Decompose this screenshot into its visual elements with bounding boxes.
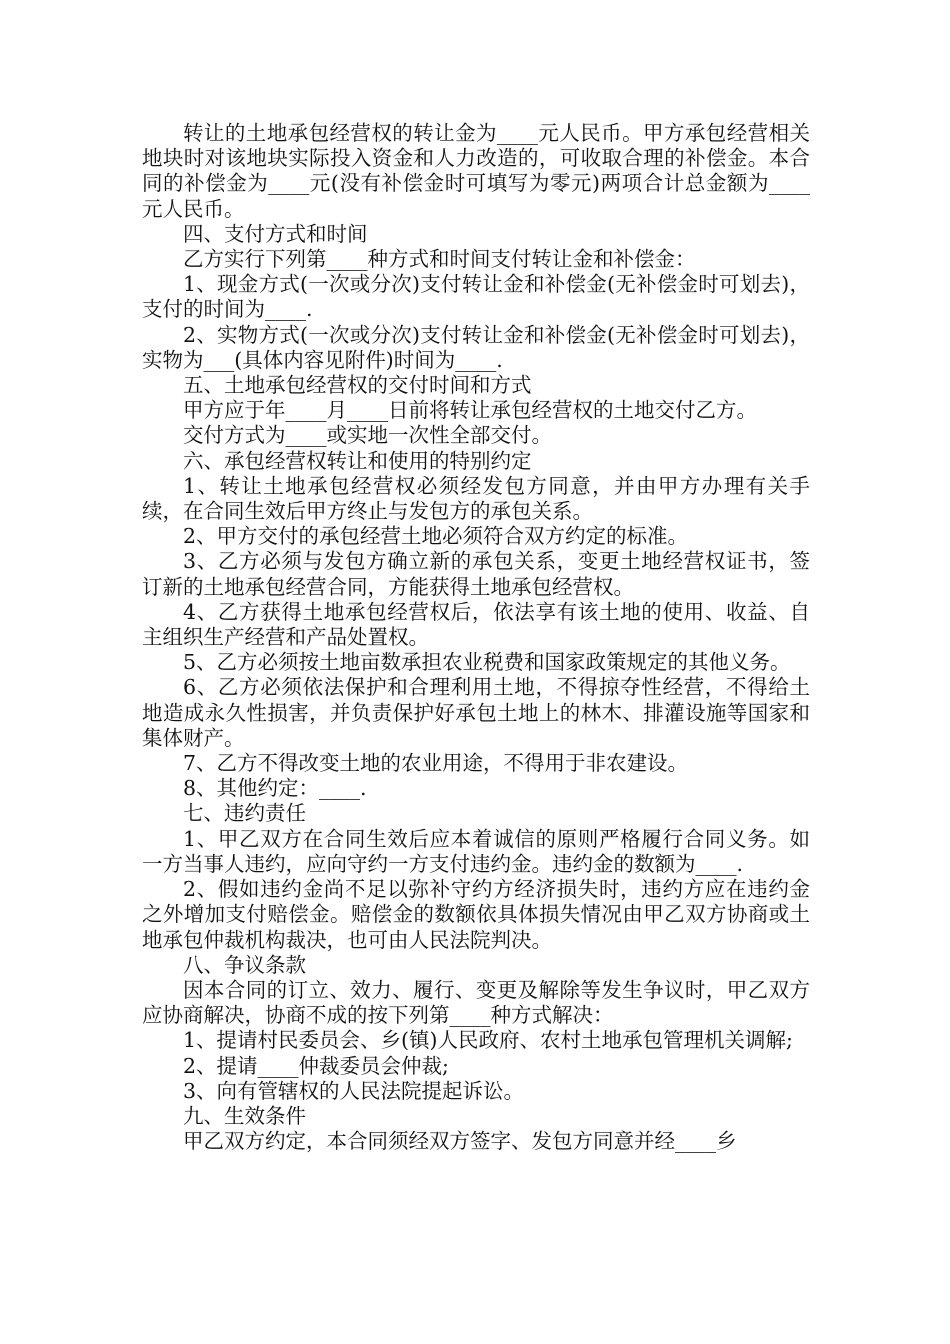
- list-item: 2、假如违约金尚不足以弥补守约方经济损失时，违约方应在违约金之外增加支付赔偿金。赔偿金的数额依具体损失情况由甲乙双方协商或土地承包仲裁机构裁决，也可由人民法院判决。: [142, 877, 810, 952]
- list-item: 4、乙方获得土地承包经营权后，依法享有该土地的使用、收益、自主组织生产经营和产品处置权。: [142, 599, 810, 650]
- list-item: 3、乙方必须与发包方确立新的承包关系，变更土地经营权证书，签订新的土地承包经营合同，方能获得土地承包经营权。: [142, 549, 810, 599]
- list-item: 2、实物方式(一次或分次)支付转让金和补偿金(无补偿金时可划去)，实物为___(具体内容见附件)时间为____.: [142, 322, 810, 372]
- list-item: 6、乙方必须依法保护和合理利用土地，不得掠夺性经营，不得给土地造成永久性损害，并负责保护好承包土地上的林木、排灌设施等国家和集体财产。: [142, 675, 810, 750]
- document-body: [142, 121, 810, 1154]
- list-item: 8、其他约定：____.: [183, 776, 367, 801]
- section-heading-effect: 九、生效条件: [183, 1103, 306, 1128]
- list-item: 2、甲方交付的承包经营土地必须符合双方约定的标准。: [183, 524, 689, 549]
- paragraph: 转让的土地承包经营权的转让金为____元人民币。甲方承包经营相关地块时对该地块实际投入资金和人力改造的，可收取合理的补偿金。本合同的补偿金为____元(没有补偿金时可填写为零元)两项合计总金额为____元人民币。: [142, 121, 810, 221]
- paragraph: 甲方应于年____月____日前将转让承包经营权的土地交付乙方。: [183, 398, 757, 423]
- list-item: 2、提请____仲裁委员会仲裁;: [183, 1053, 449, 1078]
- list-item: 3、向有管辖权的人民法院提起诉讼。: [183, 1078, 525, 1103]
- list-item: 7、乙方不得改变土地的农业用途，不得用于非农建设。: [183, 751, 689, 776]
- paragraph: 因本合同的订立、效力、履行、变更及解除等发生争议时，甲乙双方应协商解决，协商不成的按下列第____种方式解决：: [142, 977, 810, 1028]
- paragraph: 甲乙双方约定，本合同须经双方签字、发包方同意并经____乡: [183, 1129, 737, 1154]
- section-heading-special-terms: 六、承包经营权转让和使用的特别约定: [183, 448, 532, 473]
- list-item: 1、提请村民委员会、乡(镇)人民政府、农村土地承包管理机关调解;: [183, 1028, 793, 1053]
- section-heading-payment: 四、支付方式和时间: [183, 221, 368, 246]
- section-heading-liability: 七、违约责任: [183, 801, 306, 826]
- paragraph: 交付方式为____或实地一次性全部交付。: [183, 423, 552, 448]
- list-item: 5、乙方必须按土地亩数承担农业税费和国家政策规定的其他义务。: [183, 650, 791, 675]
- section-heading-delivery: 五、土地承包经营权的交付时间和方式: [183, 373, 532, 398]
- section-heading-dispute: 八、争议条款: [183, 952, 306, 977]
- list-item: 1、甲乙双方在合同生效后应本着诚信的原则严格履行合同义务。如一方当事人违约，应向守约一方支付违约金。违约金的数额为____.: [142, 826, 810, 876]
- paragraph: 乙方实行下列第____种方式和时间支付转让金和补偿金：: [183, 247, 696, 272]
- list-item: 1、现金方式(一次或分次)支付转让金和补偿金(无补偿金时可划去)，支付的时间为____.: [142, 272, 810, 322]
- list-item: 1、转让土地承包经营权必须经发包方同意，并由甲方办理有关手续，在合同生效后甲方终止与发包方的承包关系。: [142, 473, 810, 524]
